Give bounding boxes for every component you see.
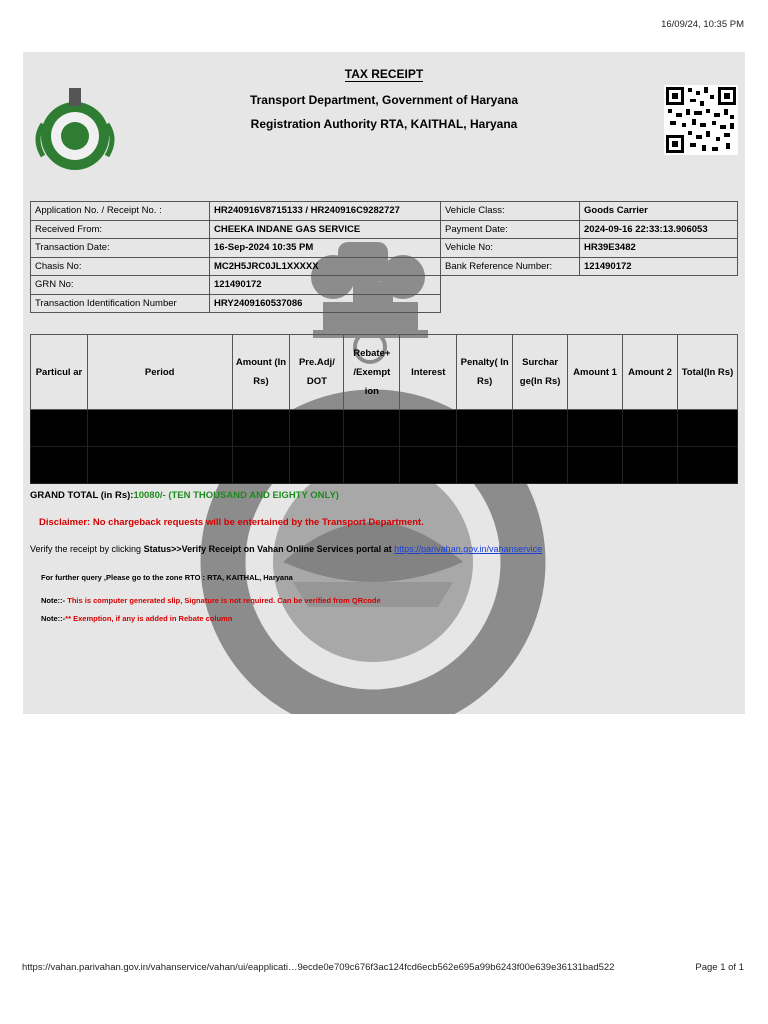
receipt-title: TAX RECEIPT [344, 67, 424, 81]
info-row: Vehicle Class: Goods Carrier [441, 202, 738, 221]
receipt-info-right [440, 201, 738, 276]
verify-instructions: Verify the receipt by clicking Status>>Verify Receipt on Vahan Online Services portal at https://parivahan.gov.in/vahanservice [30, 544, 543, 554]
col-particular: Particul ar [31, 335, 88, 410]
info-row: Transaction Identification Number HRY2409160537086 [31, 294, 441, 313]
receipt-info-left [30, 201, 441, 313]
info-row: Chasis No: MC2H5JRC0JL1XXXXX [31, 257, 441, 276]
receipt-sheet [23, 52, 745, 714]
col-amount: Amount (In Rs) [232, 335, 290, 410]
print-footer-url: https://vahan.parivahan.gov.in/vahanservice/vahan/ui/eapplicati…9ecde0e709c676f3ac124fcd6ecb562e695a99b6243f00e639e36131bad522 [22, 962, 615, 973]
col-pre-adj: Pre.Adj/ DOT [290, 335, 344, 410]
info-row: Application No. / Receipt No. : HR240916V8715133 / HR240916C9282727 [31, 202, 441, 221]
department-name: Transport Department, Government of Haryana [249, 93, 519, 107]
col-interest: Interest [400, 335, 457, 410]
table-row [31, 447, 738, 484]
col-amount1: Amount 1 [568, 335, 623, 410]
page-number: Page 1 of 1 [695, 962, 744, 973]
grand-total-label: GRAND TOTAL (in Rs): [30, 490, 134, 501]
info-row: Bank Reference Number: 121490172 [441, 257, 738, 276]
col-total: Total(In Rs) [677, 335, 737, 410]
col-period: Period [87, 335, 232, 410]
authority-name: Registration Authority RTA, KAITHAL, Haryana [250, 117, 518, 131]
query-text: For further query ,Please go to the zone RTO : RTA, KAITHAL, Haryana [41, 573, 293, 582]
table-row [31, 410, 738, 447]
info-row: Vehicle No: HR39E3482 [441, 239, 738, 258]
col-surcharge: Surchar ge(In Rs) [513, 335, 568, 410]
grand-total-amount: 10080/- (TEN THOUSAND AND EIGHTY ONLY) [133, 490, 339, 501]
note-exemption: Note::-** Exemption, if any is added in Rebate column [41, 614, 233, 623]
print-datetime: 16/09/24, 10:35 PM [661, 19, 744, 30]
info-row: Received From: CHEEKA INDANE GAS SERVICE [31, 220, 441, 239]
fees-table [30, 334, 738, 484]
col-amount2: Amount 2 [623, 335, 678, 410]
fees-header-row [31, 335, 738, 410]
col-rebate: Rebate+ /Exempt ion [344, 335, 400, 410]
grand-total [30, 490, 339, 501]
col-penalty: Penalty( In Rs) [457, 335, 513, 410]
vahanservice-link[interactable]: https://parivahan.gov.in/vahanservice [394, 544, 543, 554]
disclaimer-text: Disclaimer: No chargeback requests will be entertained by the Transport Department. [39, 517, 424, 528]
note-computer-generated: Note::- This is computer generated slip, Signature is not required. Can be verified from QRcode [41, 596, 381, 605]
info-row: GRN No: 121490172 [31, 276, 441, 295]
info-row: Transaction Date: 16-Sep-2024 10:35 PM [31, 239, 441, 258]
info-row: Payment Date: 2024-09-16 22:33:13.906053 [441, 220, 738, 239]
